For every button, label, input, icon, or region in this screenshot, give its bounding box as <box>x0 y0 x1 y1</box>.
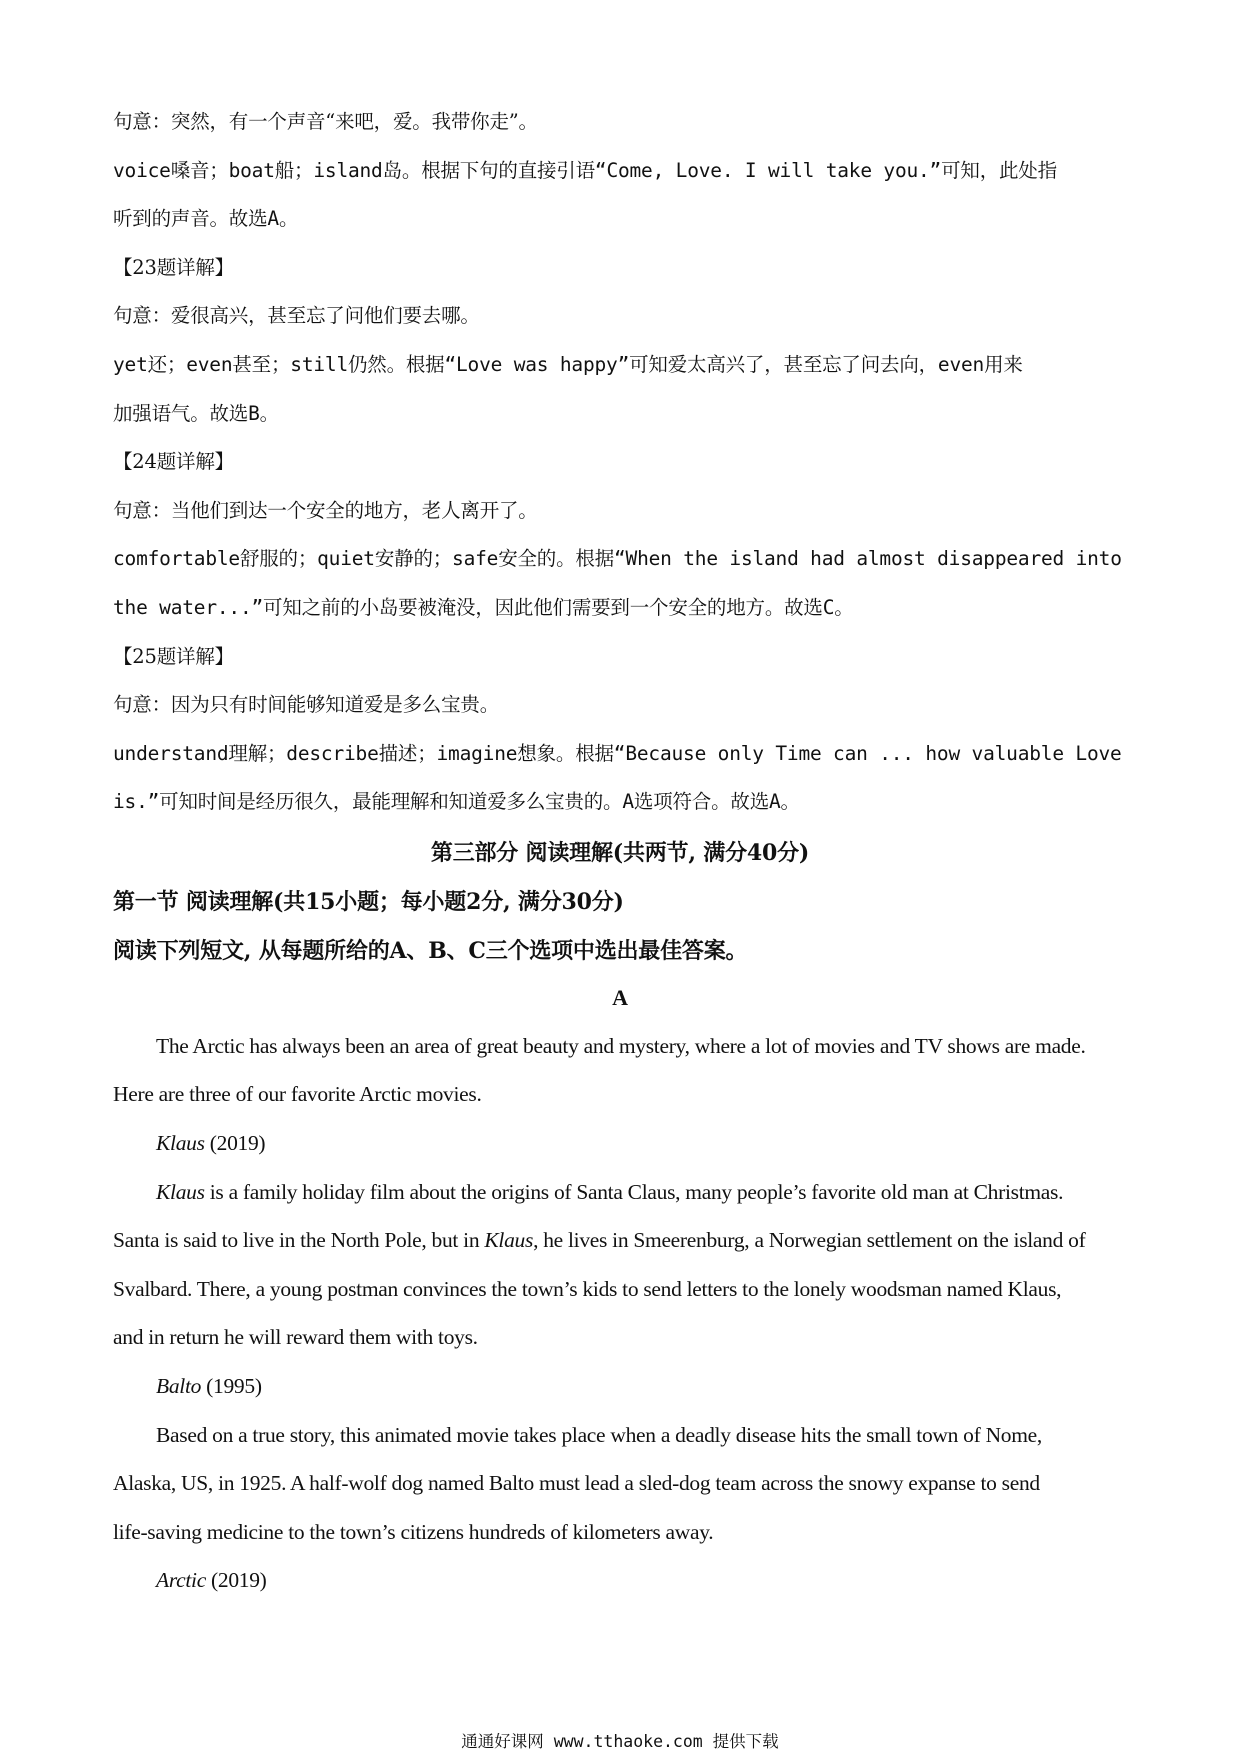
q24-heading: 【24题详解】 <box>113 450 234 473</box>
q24-sentence: 句意：当他们到达一个安全的地方，老人离开了。 <box>113 499 538 522</box>
part-title: 第三部分 阅读理解(共两节, 满分40分) <box>430 840 810 866</box>
passage-intro-line-2: Here are three of our favorite Arctic movies. <box>113 1082 482 1106</box>
q23-explain-line-1: yet还；even甚至；still仍然。根据“Love was happy”可知爱太高兴了，甚至忘了问去向，even用来 <box>113 353 1023 376</box>
q23-explain-line-2: 加强语气。故选B。 <box>113 402 279 425</box>
q25-sentence: 句意：因为只有时间能够知道爱是多么宝贵。 <box>113 693 500 716</box>
q24-explain-line-1: comfortable舒服的；quiet安静的；safe安全的。根据“When the island had almost disappeared into <box>113 547 1122 570</box>
movie-year: (1995) <box>201 1374 262 1398</box>
movie-heading-balto <box>156 1374 1128 1399</box>
klaus-paragraph-line-4: and in return he will reward them with toys. <box>113 1325 478 1349</box>
movie-year: (2019) <box>205 1568 267 1592</box>
paragraph-text: is a family holiday film about the origins of Santa Claus, many people’s favorite old man at Christmas. <box>204 1180 1064 1204</box>
paragraph-text: Santa is said to live in the North Pole, but in <box>113 1228 485 1252</box>
q23-sentence: 句意：爱很高兴，甚至忘了问他们要去哪。 <box>113 304 480 327</box>
balto-paragraph-line-3: life-saving medicine to the town’s citizens hundreds of kilometers away. <box>113 1520 714 1544</box>
movie-year: (2019) <box>204 1131 266 1155</box>
paragraph-text: , he lives in Smeerenburg, a Norwegian settlement on the island of <box>533 1228 1086 1252</box>
passage-intro-line-1: The Arctic has always been an area of great beauty and mystery, where a lot of movies and TV shows are made. <box>156 1034 1086 1058</box>
movie-title: Arctic <box>156 1568 206 1592</box>
instruction: 阅读下列短文, 从每题所给的A、B、C三个选项中选出最佳答案。 <box>113 938 748 964</box>
q23-heading: 【23题详解】 <box>113 256 234 279</box>
q22-explain-line-1: voice嗓音；boat船；island岛。根据下句的直接引语“Come, Love. I will take you.”可知，此处指 <box>113 159 1057 182</box>
klaus-paragraph-line-1 <box>156 1180 1128 1205</box>
passage-label: A <box>612 985 628 1010</box>
movie-title: Balto <box>156 1374 202 1398</box>
q25-explain-line-1: understand理解；describe描述；imagine想象。根据“Because only Time can ... how valuable Love <box>113 742 1122 765</box>
subsection-title: 第一节 阅读理解(共15小题；每小题2分, 满分30分) <box>113 889 624 915</box>
movie-title-inline: Klaus <box>484 1228 534 1252</box>
klaus-paragraph-line-3: Svalbard. There, a young postman convinces the town’s kids to send letters to the lonely woodsman named Klaus, <box>113 1277 1062 1301</box>
klaus-paragraph-line-2 <box>113 1228 1128 1253</box>
movie-title-inline: Klaus <box>156 1180 205 1204</box>
balto-paragraph-line-1: Based on a true story, this animated movie takes place when a deadly disease hits the small town of Nome, <box>156 1423 1042 1447</box>
balto-paragraph-line-2: Alaska, US, in 1925. A half-wolf dog named Balto must lead a sled-dog team across the snowy expanse to send <box>113 1471 1040 1495</box>
movie-title: Klaus <box>156 1131 205 1155</box>
footer-download-note: 通通好课网 www.tthaoke.com 提供下载 <box>461 1732 779 1751</box>
q24-explain-line-2: the water...”可知之前的小岛要被淹没，因此他们需要到一个安全的地方。故选C。 <box>113 596 854 619</box>
movie-heading-arctic <box>156 1568 1128 1593</box>
q22-sentence: 句意：突然，有一个声音“来吧，爱。我带你走”。 <box>113 110 538 133</box>
q25-heading: 【25题详解】 <box>113 645 234 668</box>
q22-explain-line-2: 听到的声音。故选A。 <box>113 207 299 230</box>
movie-heading-klaus <box>156 1131 1128 1156</box>
q25-explain-line-2: is.”可知时间是经历很久，最能理解和知道爱多么宝贵的。A选项符合。故选A。 <box>113 790 800 813</box>
